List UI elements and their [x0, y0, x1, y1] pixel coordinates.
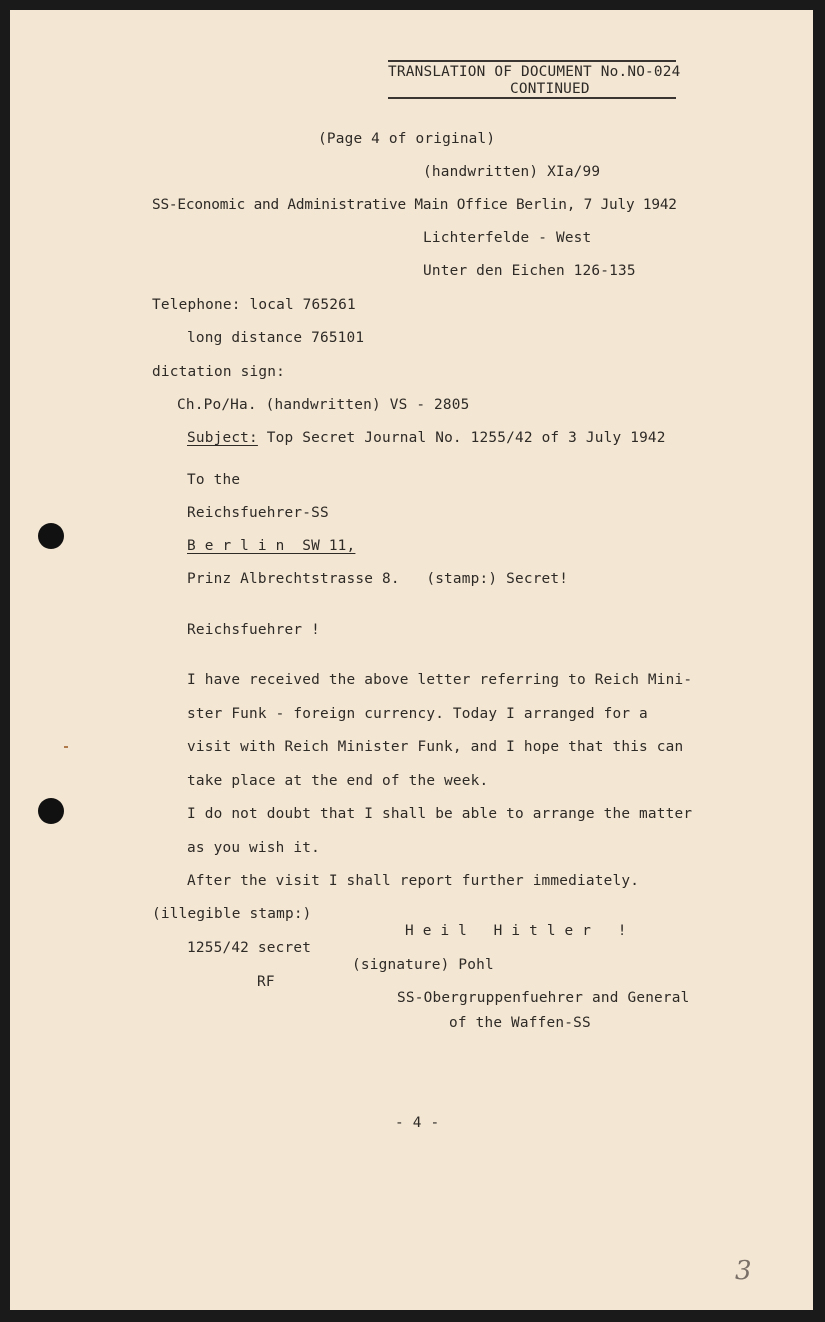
salutation: Reichsfuehrer !: [187, 622, 320, 638]
page-number: - 4 -: [395, 1115, 440, 1131]
page-of-original: (Page 4 of original): [318, 131, 496, 147]
closing-heil: H e i l H i t l e r !: [405, 923, 627, 939]
header-rule-bottom: [388, 97, 676, 99]
telephone-long-distance: long distance 765101: [187, 330, 365, 346]
punch-hole-bottom: [38, 798, 64, 824]
punch-hole-top: [38, 523, 64, 549]
recipient: Reichsfuehrer-SS: [187, 505, 329, 521]
paragraph-3: After the visit I shall report further immediately.: [187, 873, 640, 889]
address-line-1: Lichterfelde - West: [423, 230, 592, 246]
stamp-rf: RF: [257, 974, 275, 990]
address-line-2: Unter den Eichen 126-135: [423, 263, 636, 279]
signature-line: (signature) Pohl: [352, 957, 494, 973]
paragraph-1-line-1: I have received the above letter referring to Reich Mini-: [187, 672, 693, 688]
paragraph-1-line-3: visit with Reich Minister Funk, and I hope that this can: [187, 739, 684, 755]
header-title: TRANSLATION OF DOCUMENT No.NO-024: [388, 64, 681, 80]
subject-line: [187, 429, 666, 447]
paper-speck: [64, 746, 68, 748]
dictation-ref: Ch.Po/Ha. (handwritten) VS - 2805: [177, 397, 470, 413]
to-the: To the: [187, 472, 241, 488]
header-continued: CONTINUED: [510, 81, 590, 97]
paragraph-1-line-4: take place at the end of the week.: [187, 773, 489, 789]
handwritten-folio-mark: 3: [735, 1256, 752, 1286]
stamp-reference: 1255/42 secret: [187, 940, 312, 956]
illegible-stamp: (illegible stamp:): [152, 906, 312, 922]
paragraph-2-line-2: as you wish it.: [187, 840, 320, 856]
recipient-city: B e r l i n SW 11,: [187, 538, 356, 554]
paragraph-1-line-2: ster Funk - foreign currency. Today I arranged for a: [187, 706, 648, 722]
paragraph-2-line-1: I do not doubt that I shall be able to arrange the matter: [187, 806, 693, 822]
recipient-street: Prinz Albrechtstrasse 8. (stamp:) Secret!: [187, 571, 569, 587]
signer-title-1: SS-Obergruppenfuehrer and General: [397, 990, 690, 1006]
subject-text: Top Secret Journal No. 1255/42 of 3 July 1942: [257, 430, 666, 446]
telephone-local: Telephone: local 765261: [152, 297, 356, 313]
signer-title-2: of the Waffen-SS: [449, 1015, 591, 1031]
handwritten-ref: (handwritten) XIa/99: [423, 164, 601, 180]
dictation-sign: dictation sign:: [152, 364, 285, 380]
header-rule-top: [388, 60, 676, 62]
office-line: SS-Economic and Administrative Main Office Berlin, 7 July 1942: [152, 197, 677, 213]
subject-label: Subject:: [187, 430, 258, 446]
